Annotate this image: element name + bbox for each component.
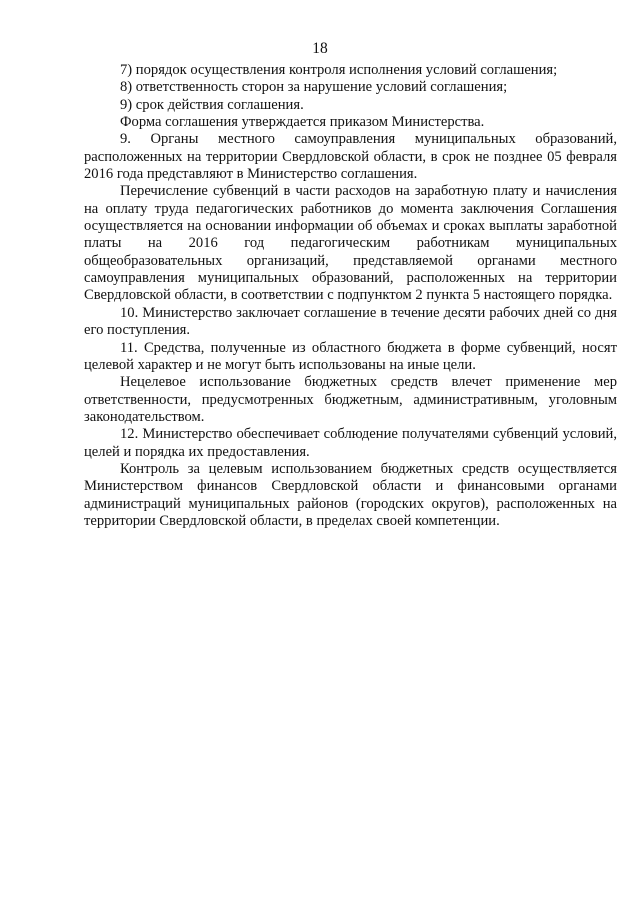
paragraph-clause-11: 11. Средства, полученные из областного бюджета в форме субвенций, носят целевой характер и не могут быть использованы на иные цели. — [84, 339, 617, 373]
paragraph-misuse: Нецелевое использование бюджетных средств влечет применение мер ответственности, предусмотренных бюджетным, административным, уголовным законодательством. — [84, 374, 617, 425]
paragraph-clause-12: 12. Министерство обеспечивает соблюдение получателями субвенций условий, целей и порядка их предоставления. — [84, 426, 617, 460]
paragraph-item-9: 9) срок действия соглашения. — [120, 96, 304, 113]
paragraph-agreement-form: Форма соглашения утверждается приказом Министерства. — [120, 114, 485, 131]
paragraph-control: Контроль за целевым использованием бюджетных средств осуществляется Министерством финансов Свердловской области и финансовыми органами администраций муниципальных районов (городских округов), расположенных на территории Свердловской области, в пределах своей компетенции. — [84, 460, 617, 529]
paragraph-item-8: 8) ответственность сторон за нарушение условий соглашения; — [120, 79, 508, 96]
paragraph-clause-9: 9. Органы местного самоуправления муниципальных образований, расположенных на территории Свердловской области, в срок не позднее 05 февраля 2016 года представляют в Министерство соглашения. — [84, 131, 617, 183]
paragraph-item-7: 7) порядок осуществления контроля исполнения условий соглашения; — [120, 62, 558, 78]
page-number: 18 — [312, 40, 328, 57]
paragraph-clause-10: 10. Министерство заключает соглашение в течение десяти рабочих дней со дня его поступления. — [84, 304, 617, 339]
document-body — [84, 62, 617, 530]
paragraph-subvention-transfer: Перечисление субвенций в части расходов на заработную плату и начисления на оплату труда педагогических работников до момента заключения Соглашения осуществляется на основании информации об объемах и сроках выплаты заработной платы на 2016 год педагогическим работникам муниципальных общеобразовательных организаций, представляемой органами местного самоуправления муниципальных образований, расположенных на территории Свердловской области, в соответствии с подпунктом 2 пункта 5 настоящего порядка. — [84, 183, 617, 304]
